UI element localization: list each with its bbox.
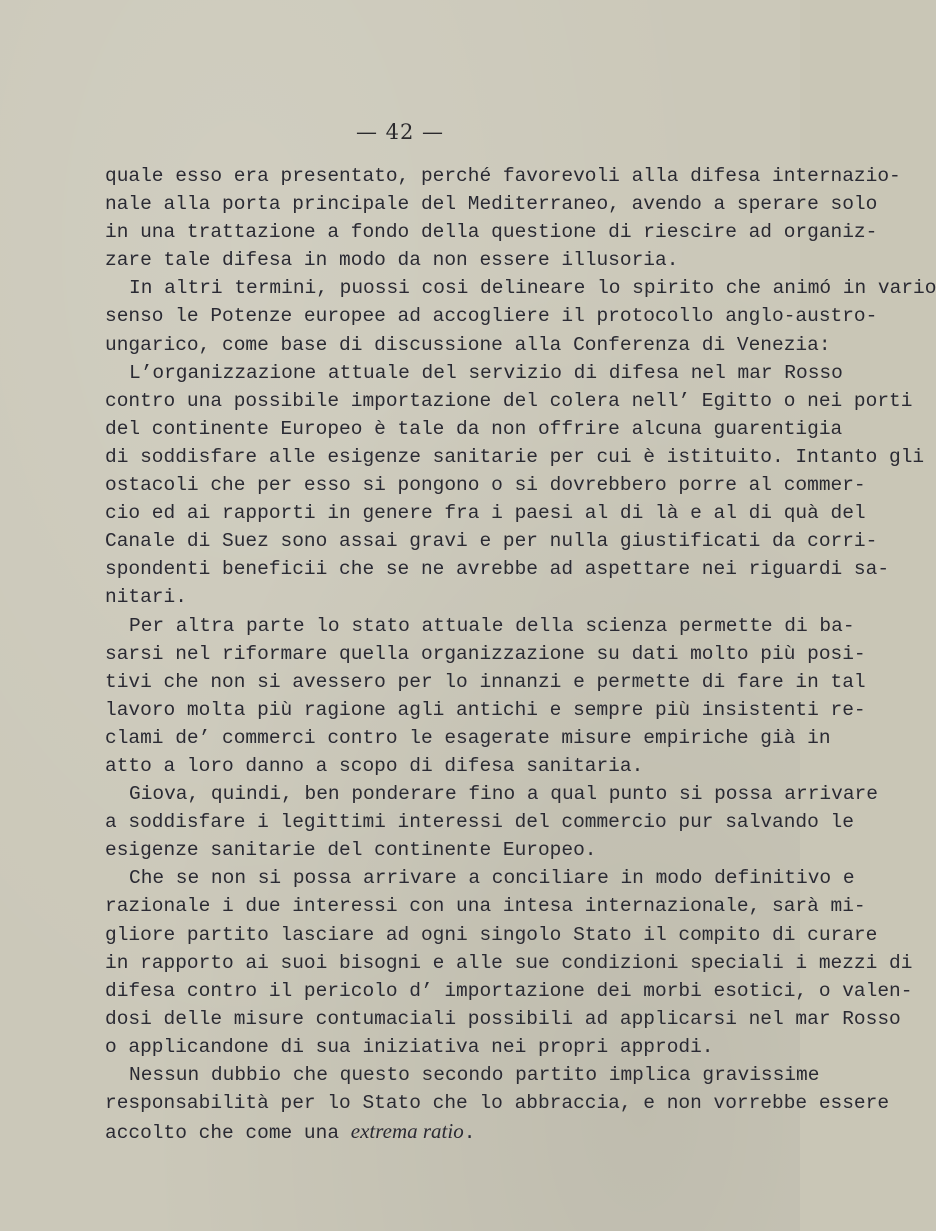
text-line: Per altra parte lo stato attuale della scienza permette di ba- xyxy=(129,614,855,637)
text-line: del continente Europeo è tale da non offrire alcuna guarentigia xyxy=(105,417,843,440)
text-line: zare tale difesa in modo da non essere illusoria. xyxy=(105,249,679,272)
text-line: nitari. xyxy=(105,586,187,609)
text-line: difesa contro il pericolo d’ importazione dei morbi esotici, o valen- xyxy=(105,979,913,1002)
page-number: — 42 — xyxy=(355,120,445,144)
text-line: clami de’ commerci contro le esagerate misure empiriche già in xyxy=(105,726,831,749)
text-line: L’organizzazione attuale del servizio di difesa nel mar Rosso xyxy=(129,361,843,384)
text-line: In altri termini, puossi cosi delineare lo spirito che animó in vario xyxy=(129,277,936,300)
text-line: quale esso era presentato, perché favorevoli alla difesa internazio- xyxy=(105,165,901,187)
text-line: contro una possibile importazione del colera nell’ Egitto o nei porti xyxy=(105,389,913,412)
text-line: di soddisfare alle esigenze sanitarie per cui è istituito. Intanto gli xyxy=(105,445,925,468)
paragraph-5 xyxy=(105,780,878,864)
text-line: in una trattazione a fondo della questione di riescire ad organiz- xyxy=(105,221,878,244)
text-fragment: accolto che come una xyxy=(105,1122,351,1145)
paragraph-7 xyxy=(105,1061,890,1147)
text-line: razionale i due interessi con una intesa internazionale, sarà mi- xyxy=(105,895,866,918)
text-fragment: . xyxy=(463,1122,476,1145)
text-line: dosi delle misure contumaciali possibili ad applicarsi nel mar Rosso xyxy=(105,1007,901,1030)
text-line: Canale di Suez sono assai gravi e per nulla giustificati da corri- xyxy=(105,530,878,553)
text-line: atto a loro danno a scopo di difesa sanitaria. xyxy=(105,754,644,777)
text-line: sarsi nel riformare quella organizzazione su dati molto più posi- xyxy=(105,642,866,665)
text-line: a soddisfare i legittimi interessi del commercio pur salvando le xyxy=(105,811,854,834)
text-line: nale alla porta principale del Mediterraneo, avendo a sperare solo xyxy=(105,193,878,216)
text-line: cio ed ai rapporti in genere fra i paesi al di là e al di quà del xyxy=(105,502,866,525)
paragraph-4 xyxy=(105,612,866,781)
text-line: lavoro molta più ragione agli antichi e sempre più insistenti re- xyxy=(105,698,866,721)
text-line: senso le Potenze europee ad accogliere il protocollo anglo-austro- xyxy=(105,305,878,328)
body-text xyxy=(105,162,936,1147)
text-line: ostacoli che per esso si pongono o si dovrebbero porre al commer- xyxy=(105,474,866,497)
paragraph-2 xyxy=(105,274,936,358)
latin-phrase: extrema ratio xyxy=(350,1119,464,1144)
text-line: in rapporto ai suoi bisogni e alle sue condizioni speciali i mezzi di xyxy=(105,951,913,974)
text-line: tivi che non si avessero per lo innanzi e permette di fare in tal xyxy=(105,670,866,693)
text-line: Giova, quindi, ben ponderare fino a qual punto si possa arrivare xyxy=(129,783,878,806)
text-line: o applicandone di sua iniziativa nei propri approdi. xyxy=(105,1035,714,1058)
paragraph-6 xyxy=(105,864,913,1061)
text-line: Nessun dubbio che questo secondo partito implica gravissime xyxy=(129,1064,820,1086)
text-line: spondenti beneficii che se ne avrebbe ad aspettare nei riguardi sa- xyxy=(105,558,890,581)
text-line: gliore partito lasciare ad ogni singolo Stato il compito di curare xyxy=(105,923,878,946)
text-line: esigenze sanitarie del continente Europeo. xyxy=(105,839,597,862)
text-line: Che se non si possa arrivare a conciliare in modo definitivo e xyxy=(129,867,855,890)
text-line: ungarico, come base di discussione alla Conferenza di Venezia: xyxy=(105,333,831,356)
paragraph-3 xyxy=(105,359,925,612)
text-line: responsabilità per lo Stato che lo abbraccia, e non vorrebbe essere xyxy=(105,1092,890,1115)
text-line xyxy=(105,1117,695,1147)
paragraph-1 xyxy=(105,162,901,274)
